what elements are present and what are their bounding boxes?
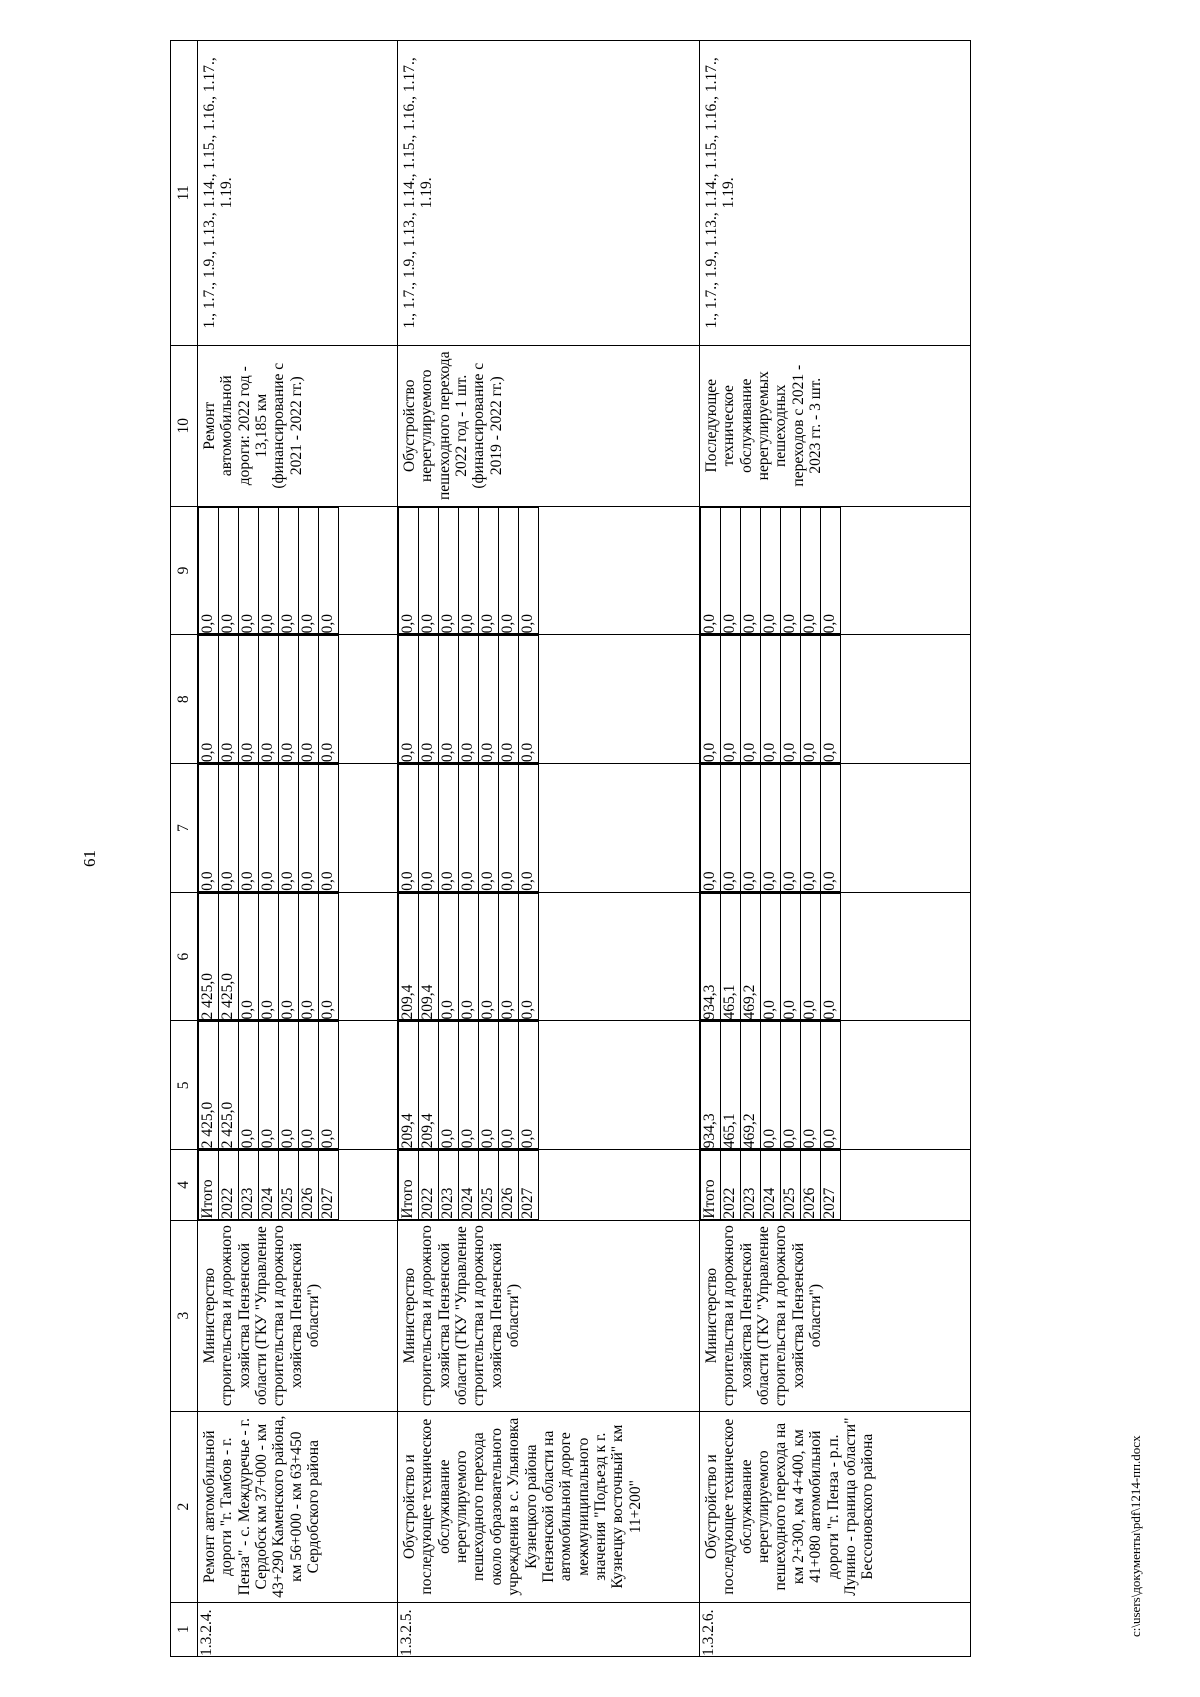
funding-col7-cell: 0,0 [459, 765, 479, 892]
funding-col9-cell: 0,0 [299, 507, 319, 634]
funding-col6-cell: 0,0 [439, 893, 459, 1020]
funding-col7-cell: 0,0 [419, 765, 439, 892]
column-header: 1 [171, 1602, 198, 1656]
expected-result: Ремонт автомобильной дороги: 2022 год - 13,185 км (финансирование с 2021 - 2022 гг.) [201, 362, 305, 489]
funding-col9-cell: 0,0 [259, 507, 279, 634]
funding-col8 [700, 635, 841, 763]
year-list-cell: Итого [199, 1151, 219, 1219]
funding-col6-cell: 0,0 [781, 893, 801, 1020]
responsible-executor: Министерство строительства и дорожного хозяйства Пензенской области (ГКУ "Управление строительства и дорожного хозяйства Пензенской области") [703, 1225, 825, 1407]
funding-col8-cell: 0,0 [259, 636, 279, 763]
total-funding [398, 1021, 539, 1149]
indicator-refs: 1., 1.7., 1.9., 1.13., 1.14., 1.15., 1.16., 1.17., 1.19. [703, 57, 738, 329]
responsible-executor: Министерство строительства и дорожного хозяйства Пензенской области (ГКУ "Управление строительства и дорожного хозяйства Пензенской области") [201, 1225, 323, 1407]
funding-col8-cell: 0,0 [499, 636, 519, 763]
funding-col7-cell: 0,0 [499, 765, 519, 892]
total-funding [198, 1021, 339, 1149]
funding-col9-cell: 0,0 [499, 507, 519, 634]
measure-name: Ремонт автомобильной дороги "г. Тамбов - г. Пенза" - с. Междуречье - г. Сердобск км 37+000 - км 43+290 Каменского района, км 56+000 - км 63+450 Сердобского района [201, 1415, 323, 1598]
year-list-cell: 2022 [419, 1151, 439, 1219]
total-funding-cell: 0,0 [821, 1022, 841, 1149]
funding-col6 [198, 893, 339, 1021]
funding-col6-cell: 934,3 [701, 893, 721, 1020]
funding-col7-cell: 0,0 [399, 765, 419, 892]
year-list-cell: Итого [701, 1151, 721, 1219]
funding-col7-cell: 0,0 [299, 765, 319, 892]
funding-col7 [198, 764, 339, 892]
total-funding-cell: 0,0 [801, 1022, 821, 1149]
expected-result: Обустройство нерегулируемого пешеходного перехода 2022 год - 1 шт. (финансирование с 2019 - 2022 гг.) [401, 351, 505, 501]
responsible-executor: Министерство строительства и дорожного хозяйства Пензенской области (ГКУ "Управление строительства и дорожного хозяйства Пензенской области") [401, 1225, 523, 1407]
total-funding-cell: 209,4 [399, 1022, 419, 1149]
total-funding-cell: 209,4 [419, 1022, 439, 1149]
funding-col6-cell: 0,0 [801, 893, 821, 1020]
column-header: 2 [171, 1411, 198, 1602]
funding-col6-cell: 2 425,0 [219, 893, 239, 1020]
total-funding-cell: 0,0 [319, 1022, 339, 1149]
total-funding-cell: 0,0 [259, 1022, 279, 1149]
year-list-cell: 2022 [219, 1151, 239, 1219]
funding-col6-cell: 0,0 [259, 893, 279, 1020]
total-funding-cell: 0,0 [239, 1022, 259, 1149]
funding-col6-cell: 0,0 [459, 893, 479, 1020]
funding-col8-cell: 0,0 [741, 636, 761, 763]
year-list-cell: 2027 [821, 1151, 841, 1219]
funding-col9-cell: 0,0 [459, 507, 479, 634]
column-header: 3 [171, 1220, 198, 1411]
year-list-cell: 2027 [519, 1151, 539, 1219]
funding-col8-cell: 0,0 [219, 636, 239, 763]
total-funding-cell: 934,3 [701, 1022, 721, 1149]
measure-name: Обустройство и последующее техническое обслуживание нерегулируемого пешеходного перехода на км 2+300, км 4+400, км 41+080 автомобильной дороги "г. Пенза - р.п. Лунино - граница области" Бессоновского района [703, 1417, 877, 1596]
funding-col7-cell: 0,0 [761, 765, 781, 892]
funding-col8-cell: 0,0 [781, 636, 801, 763]
funding-col6-cell: 0,0 [239, 893, 259, 1020]
funding-col9-cell: 0,0 [419, 507, 439, 634]
funding-col8-cell: 0,0 [761, 636, 781, 763]
total-funding-cell: 2 425,0 [199, 1022, 219, 1149]
year-list-cell: 2026 [801, 1151, 821, 1219]
total-funding-cell: 0,0 [459, 1022, 479, 1149]
year-list [398, 1150, 539, 1219]
funding-col9-cell: 0,0 [319, 507, 339, 634]
funding-col8-cell: 0,0 [519, 636, 539, 763]
funding-col6-cell: 0,0 [761, 893, 781, 1020]
funding-col6-cell: 2 425,0 [199, 893, 219, 1020]
expected-result: Последующее техническое обслуживание нерегулируемых пешеходных переходов с 2021 - 2023 гг. - 3 шт. [703, 364, 825, 487]
total-funding-cell: 0,0 [439, 1022, 459, 1149]
total-funding-cell: 0,0 [781, 1022, 801, 1149]
column-header: 5 [171, 1021, 198, 1150]
column-header: 6 [171, 892, 198, 1021]
total-funding-cell: 0,0 [519, 1022, 539, 1149]
year-list-cell: 2023 [741, 1151, 761, 1219]
funding-col9-cell: 0,0 [721, 507, 741, 634]
funding-col9 [398, 507, 539, 635]
funding-col9-cell: 0,0 [761, 507, 781, 634]
table-row [398, 41, 700, 1657]
year-list [700, 1150, 841, 1219]
funding-col6 [700, 893, 841, 1021]
year-list-cell: 2024 [259, 1151, 279, 1219]
page-number: 61 [80, 850, 99, 867]
total-funding-cell: 465,1 [721, 1022, 741, 1149]
funding-col7-cell: 0,0 [279, 765, 299, 892]
funding-col7-cell: 0,0 [701, 765, 721, 892]
column-header: 4 [171, 1150, 198, 1220]
funding-col9 [700, 507, 841, 635]
funding-col9-cell: 0,0 [801, 507, 821, 634]
funding-col8-cell: 0,0 [279, 636, 299, 763]
funding-col8-cell: 0,0 [239, 636, 259, 763]
funding-col7-cell: 0,0 [821, 765, 841, 892]
funding-col7-cell: 0,0 [239, 765, 259, 892]
funding-col7-cell: 0,0 [219, 765, 239, 892]
funding-col8-cell: 0,0 [319, 636, 339, 763]
funding-col7-cell: 0,0 [781, 765, 801, 892]
funding-col9-cell: 0,0 [781, 507, 801, 634]
year-list-cell: 2023 [439, 1151, 459, 1219]
funding-col9-cell: 0,0 [701, 507, 721, 634]
total-funding-cell: 0,0 [279, 1022, 299, 1149]
year-list-cell: 2025 [279, 1151, 299, 1219]
funding-col9-cell: 0,0 [439, 507, 459, 634]
funding-col8 [198, 635, 339, 763]
year-list-cell: 2025 [479, 1151, 499, 1219]
total-funding-cell: 469,2 [741, 1022, 761, 1149]
year-list-cell: 2023 [239, 1151, 259, 1219]
column-header: 10 [171, 345, 198, 506]
funding-col8-cell: 0,0 [701, 636, 721, 763]
funding-col6-cell: 465,1 [721, 893, 741, 1020]
funding-col8-cell: 0,0 [459, 636, 479, 763]
funding-col6-cell: 209,4 [419, 893, 439, 1020]
table-row [700, 41, 971, 1657]
funding-col6-cell: 0,0 [319, 893, 339, 1020]
year-list-cell: 2024 [761, 1151, 781, 1219]
measures-table [170, 40, 971, 1657]
funding-col8-cell: 0,0 [399, 636, 419, 763]
funding-col9-cell: 0,0 [519, 507, 539, 634]
funding-col6-cell: 0,0 [821, 893, 841, 1020]
funding-col6-cell: 0,0 [499, 893, 519, 1020]
funding-col8-cell: 0,0 [479, 636, 499, 763]
year-list-cell: 2024 [459, 1151, 479, 1219]
indicator-refs: 1., 1.7., 1.9., 1.13., 1.14., 1.15., 1.16., 1.17., 1.19. [201, 57, 236, 329]
funding-col6-cell: 0,0 [519, 893, 539, 1020]
measure-code: 1.3.2.6. [700, 1602, 971, 1656]
funding-col8-cell: 0,0 [821, 636, 841, 763]
column-header: 9 [171, 506, 198, 635]
funding-col9 [198, 507, 339, 635]
column-header: 7 [171, 764, 198, 893]
measure-name: Обустройство и последующее техническое обслуживание нерегулируемого пешеходного перехода около образовательного учреждения в с. Ульяновка Кузнецкого района Пензенской области на автомобильной дороге межмуниципального значения "Подъезд к г. Кузнецку восточный" км 11+200" [401, 1417, 644, 1596]
funding-col7 [398, 764, 539, 892]
funding-col7 [700, 764, 841, 892]
year-list-cell: 2027 [319, 1151, 339, 1219]
year-list-cell: 2025 [781, 1151, 801, 1219]
funding-col7-cell: 0,0 [479, 765, 499, 892]
funding-col7-cell: 0,0 [721, 765, 741, 892]
funding-col7-cell: 0,0 [519, 765, 539, 892]
funding-col6-cell: 0,0 [479, 893, 499, 1020]
total-funding-cell: 0,0 [299, 1022, 319, 1149]
funding-col9-cell: 0,0 [239, 507, 259, 634]
measure-code: 1.3.2.4. [198, 1602, 398, 1656]
funding-col8 [398, 635, 539, 763]
funding-col9-cell: 0,0 [821, 507, 841, 634]
funding-col8-cell: 0,0 [199, 636, 219, 763]
year-list-cell: 2026 [499, 1151, 519, 1219]
funding-col9-cell: 0,0 [219, 507, 239, 634]
funding-col8-cell: 0,0 [419, 636, 439, 763]
funding-col6-cell: 0,0 [279, 893, 299, 1020]
year-list-cell: 2022 [721, 1151, 741, 1219]
total-funding-cell: 0,0 [761, 1022, 781, 1149]
funding-col8-cell: 0,0 [801, 636, 821, 763]
table-row [198, 41, 398, 1657]
funding-col8-cell: 0,0 [439, 636, 459, 763]
funding-col9-cell: 0,0 [399, 507, 419, 634]
funding-col9-cell: 0,0 [479, 507, 499, 634]
funding-col6 [398, 893, 539, 1021]
column-header: 11 [171, 41, 198, 346]
funding-col7-cell: 0,0 [439, 765, 459, 892]
funding-col6-cell: 469,2 [741, 893, 761, 1020]
funding-col7-cell: 0,0 [801, 765, 821, 892]
funding-col6-cell: 209,4 [399, 893, 419, 1020]
footer-file-path: c:\users\документы\pdf\1214-пп.docx [1128, 1435, 1143, 1637]
total-funding-cell: 2 425,0 [219, 1022, 239, 1149]
total-funding-cell: 0,0 [479, 1022, 499, 1149]
total-funding-cell: 0,0 [499, 1022, 519, 1149]
funding-col9-cell: 0,0 [741, 507, 761, 634]
total-funding [700, 1021, 841, 1149]
funding-col7-cell: 0,0 [259, 765, 279, 892]
funding-col8-cell: 0,0 [299, 636, 319, 763]
year-list [198, 1150, 339, 1219]
header-row [171, 41, 198, 1657]
funding-col7-cell: 0,0 [741, 765, 761, 892]
funding-col7-cell: 0,0 [199, 765, 219, 892]
year-list-cell: 2026 [299, 1151, 319, 1219]
funding-col9-cell: 0,0 [279, 507, 299, 634]
column-header: 8 [171, 635, 198, 764]
indicator-refs: 1., 1.7., 1.9., 1.13., 1.14., 1.15., 1.16., 1.17., 1.19. [401, 57, 436, 329]
funding-col6-cell: 0,0 [299, 893, 319, 1020]
funding-col7-cell: 0,0 [319, 765, 339, 892]
funding-col8-cell: 0,0 [721, 636, 741, 763]
year-list-cell: Итого [399, 1151, 419, 1219]
funding-col9-cell: 0,0 [199, 507, 219, 634]
measure-code: 1.3.2.5. [398, 1602, 700, 1656]
